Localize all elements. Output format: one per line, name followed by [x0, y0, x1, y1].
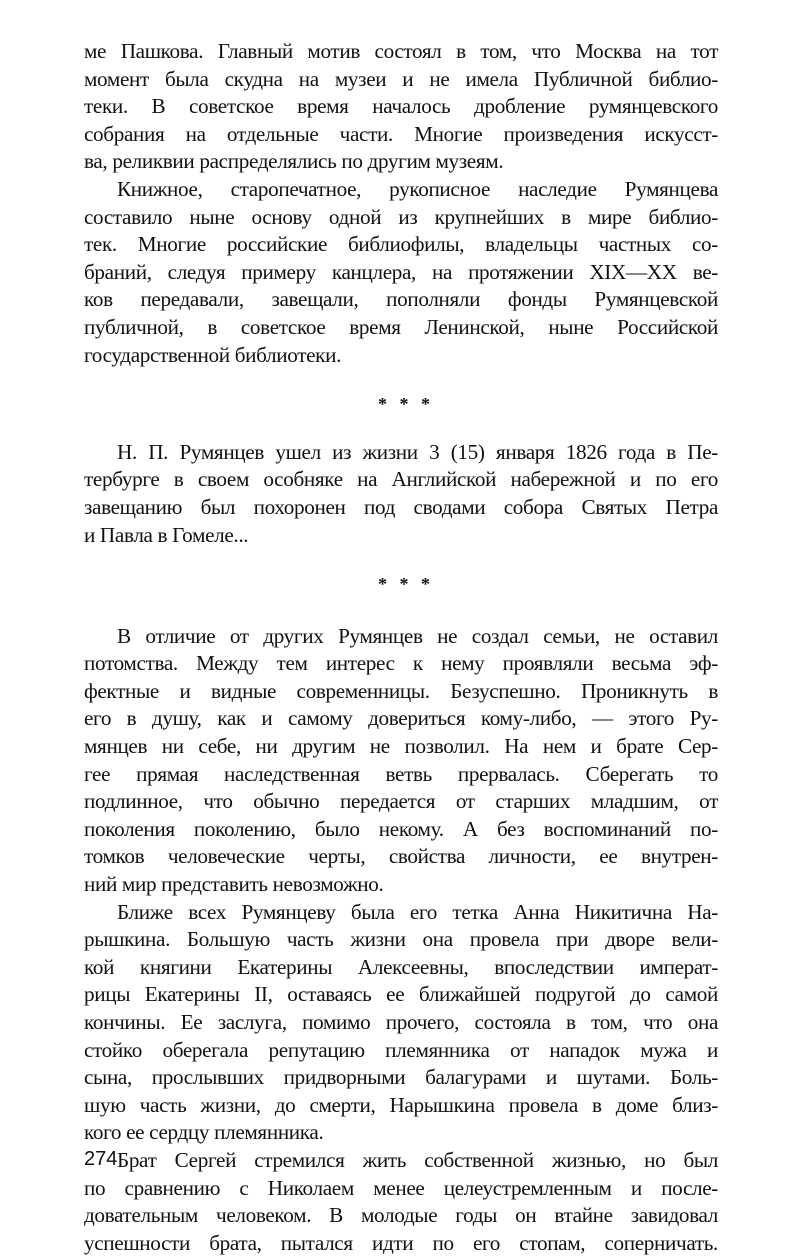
text-line: собрания на отдельные части. Многие произведения искусст- [84, 121, 718, 146]
text-line: подлинное, что обычно передается от старших младшим, от [84, 789, 718, 814]
text-line: гее прямая наследственная ветвь прервалась. Сберегать то [84, 761, 718, 786]
section-separator: * * * [378, 574, 434, 595]
text-line: его в душу, как и самому довериться кому-либо, — этого Ру- [84, 706, 718, 731]
text-line: ков передавали, завещали, пополняли фонды Румянцевской [84, 287, 718, 312]
paragraph-library-heritage [84, 176, 718, 369]
book-page [84, 38, 718, 1257]
text-line: публичной, в советское время Ленинской, ныне Российской [84, 314, 718, 339]
text-line: теки. В советское время началось дробление румянцевского [84, 94, 718, 119]
text-line: кой княгини Екатерины Алексеевны, впоследствии императ- [84, 954, 718, 979]
text-line: завещанию был похоронен под сводами собора Святых Петра [84, 494, 718, 519]
section-spacer [84, 549, 718, 571]
text-line: шую часть жизни, до смерти, Нарышкина провела в доме близ- [84, 1092, 718, 1117]
text-line: потомства. Между тем интерес к нему проявляли весьма эф- [84, 651, 718, 676]
paragraph-brother-sergey [84, 1147, 718, 1257]
text-line: томков человеческие черты, свойства личности, ее внутрен- [84, 844, 718, 869]
text-line: В отличие от других Румянцев не создал семьи, не оставил [117, 623, 718, 648]
text-line: ва, реликвии распределялись по другим музеям. [84, 149, 504, 174]
text-line: и Павла в Гомеле... [84, 522, 249, 547]
text-line: Книжное, старопечатное, рукописное наследие Румянцева [117, 176, 718, 201]
text-line: кого ее сердцу племянника. [84, 1120, 324, 1145]
section-spacer [84, 369, 718, 391]
text-line: стойко оберегала репутацию племянника от нападок мужа и [84, 1037, 718, 1062]
text-line: Н. П. Румянцев ушел из жизни 3 (15) января 1826 года в Пе- [117, 439, 718, 464]
text-line: по сравнению с Николаем менее целеустремленным и после- [84, 1175, 718, 1200]
text-line: государственной библиотеки. [84, 342, 342, 367]
section-spacer [84, 599, 718, 623]
text-line: составило ныне основу одной из крупнейших в мире библио- [84, 204, 718, 229]
text-line: тербурге в своем особняке на Английской набережной и по его [84, 467, 718, 492]
text-line: кончины. Ее заслуга, помимо прочего, состояла в том, что она [84, 1010, 718, 1034]
text-line: поколения поколению, было некому. А без воспоминаний по- [84, 816, 718, 841]
section-spacer [84, 419, 718, 439]
text-line: ний мир представить невозможно. [84, 872, 384, 897]
text-line: фектные и видные современницы. Безуспешно. Проникнуть в [84, 678, 718, 703]
section-separator: * * * [378, 394, 434, 415]
text-line: сына, прослывших придворными балагурами и шутами. Боль- [84, 1065, 718, 1090]
text-line: момент была скудна на музеи и не имела Публичной библио- [84, 66, 718, 91]
text-line: рицы Екатерины II, оставаясь ее ближайшей подругой до самой [84, 982, 718, 1007]
paragraph-death [84, 439, 718, 549]
text-line: Брат Сергей стремился жить собственной жизнью, но был [117, 1147, 718, 1172]
paragraph-naryshkina [84, 899, 718, 1147]
text-line: Ближе всех Румянцеву была его тетка Анна Никитична На- [117, 899, 718, 924]
paragraph-no-family [84, 623, 718, 899]
text-line: ме Пашкова. Главный мотив состоял в том, что Москва на тот [84, 39, 718, 63]
text-line: рышкина. Большую часть жизни она провела при дворе вели- [84, 927, 718, 952]
text-line: мянцев ни себе, ни другим не позволил. На нем и брате Сер- [84, 734, 718, 759]
text-line: успешности брата, пытался идти по его стопам, соперничать. [84, 1230, 718, 1255]
text-line: довательным человеком. В молодые годы он втайне завидовал [84, 1203, 718, 1228]
text-line: браний, следуя примеру канцлера, на протяжении XIX—XX ве- [84, 259, 718, 284]
paragraph-pashkov-house [84, 38, 718, 176]
text-line: тек. Многие российские библиофилы, владельцы частных со- [84, 232, 718, 257]
page-number: 274 [84, 1148, 118, 1170]
